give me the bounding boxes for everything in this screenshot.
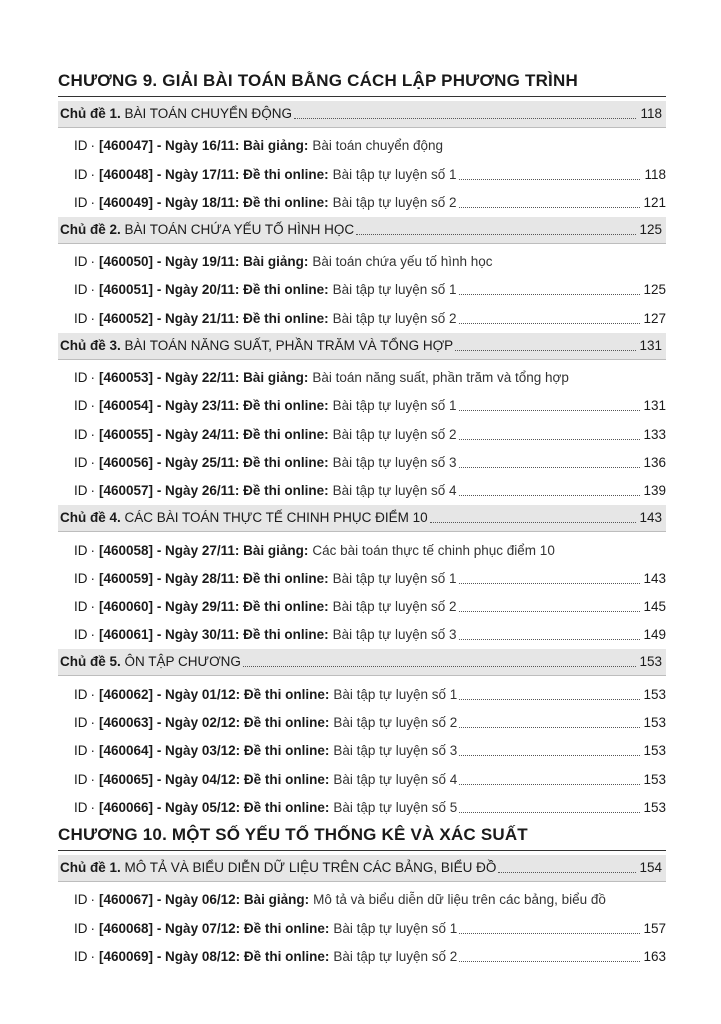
separator-dot: ·: [90, 194, 95, 210]
lesson-code: [460053]: [99, 370, 154, 386]
lesson-row[interactable]: [58, 882, 666, 910]
lesson-description: Bài tập tự luyện số 3: [332, 627, 457, 643]
separator-dot: ·: [90, 686, 95, 702]
separator-dot: ·: [90, 542, 95, 558]
lesson-date: - Ngày 28/11:: [156, 570, 240, 586]
lesson-code: [460048]: [99, 166, 154, 182]
lesson-row[interactable]: [58, 416, 666, 444]
lesson-id-prefix: ID: [74, 194, 88, 210]
lesson-date: - Ngày 05/12:: [156, 799, 241, 815]
lesson-description: Bài toán năng suất, phần trăm và tổng hợp: [312, 370, 569, 386]
topic-title: BÀI TOÁN NĂNG SUẤT, PHẦN TRĂM VÀ TỔNG HỢP: [124, 337, 454, 353]
lesson-description: Bài tập tự luyện số 3: [332, 454, 457, 470]
dot-leader: [459, 467, 641, 468]
lesson-code: [460066]: [99, 799, 154, 815]
dot-leader: [459, 495, 641, 496]
lesson-type: Đề thi online:: [243, 310, 329, 326]
topic-label: Chủ đề 1.: [60, 859, 121, 875]
lesson-id-prefix: ID: [74, 599, 88, 615]
lesson-date: - Ngày 20/11:: [156, 282, 240, 298]
lesson-row[interactable]: [58, 185, 666, 213]
lesson-code: [460062]: [99, 686, 154, 702]
lesson-row[interactable]: [58, 790, 666, 818]
lesson-description: Bài toán chuyển động: [312, 138, 443, 154]
lesson-date: - Ngày 24/11:: [156, 426, 240, 442]
topic-row[interactable]: [58, 649, 666, 676]
separator-dot: ·: [90, 799, 95, 815]
lesson-type: Đề thi online:: [243, 570, 329, 586]
lesson-row[interactable]: [58, 156, 666, 184]
lesson-date: - Ngày 01/12:: [156, 686, 241, 702]
separator-dot: ·: [90, 426, 95, 442]
lesson-code: [460057]: [99, 483, 154, 499]
dot-leader: [459, 294, 641, 295]
lesson-date: - Ngày 04/12:: [156, 771, 241, 787]
lesson-id-prefix: ID: [74, 282, 88, 298]
lesson-row[interactable]: [58, 705, 666, 733]
lesson-row[interactable]: [58, 761, 666, 789]
lesson-description: Bài tập tự luyện số 1: [332, 398, 457, 414]
lesson-type: Đề thi online:: [243, 799, 330, 815]
lesson-type: Đề thi online:: [243, 743, 330, 759]
topic-label: Chủ đề 4.: [60, 510, 121, 526]
page-number: 163: [643, 948, 666, 964]
dot-leader: [294, 118, 636, 119]
dot-leader: [459, 611, 641, 612]
lesson-row[interactable]: [58, 676, 666, 704]
separator-dot: ·: [90, 715, 95, 731]
lesson-type: Đề thi online:: [243, 771, 330, 787]
lesson-id-prefix: ID: [74, 454, 88, 470]
lesson-id-prefix: ID: [74, 370, 88, 386]
lesson-id-prefix: ID: [74, 138, 88, 154]
lesson-id-prefix: ID: [74, 920, 88, 936]
lesson-description: Bài tập tự luyện số 4: [333, 771, 458, 787]
lesson-description: Bài tập tự luyện số 2: [332, 310, 457, 326]
lesson-id-prefix: ID: [74, 715, 88, 731]
lesson-description: Bài tập tự luyện số 4: [332, 483, 457, 499]
lesson-code: [460047]: [99, 138, 154, 154]
lesson-type: Bài giảng:: [243, 254, 309, 270]
lesson-row[interactable]: [58, 532, 666, 560]
lesson-date: - Ngày 03/12:: [156, 743, 241, 759]
dot-leader: [459, 179, 641, 180]
page-number: 143: [643, 570, 666, 586]
lesson-description: Bài tập tự luyện số 2: [332, 194, 457, 210]
separator-dot: ·: [90, 398, 95, 414]
lesson-description: Bài tập tự luyện số 1: [333, 920, 458, 936]
page-number: 139: [643, 483, 666, 499]
lesson-type: Bài giảng:: [243, 542, 309, 558]
page-number: 153: [643, 799, 666, 815]
lesson-row[interactable]: [58, 589, 666, 617]
topic-title: CÁC BÀI TOÁN THỰC TẾ CHINH PHỤC ĐIỂM 10: [124, 510, 428, 526]
lesson-code: [460068]: [99, 920, 154, 936]
lesson-row[interactable]: [58, 561, 666, 589]
lesson-code: [460065]: [99, 771, 154, 787]
topic-row[interactable]: [58, 333, 666, 360]
dot-leader: [430, 522, 636, 523]
lesson-date: - Ngày 16/11:: [156, 138, 240, 154]
dot-leader: [459, 639, 641, 640]
lesson-date: - Ngày 02/12:: [156, 715, 241, 731]
lesson-description: Mô tả và biểu diễn dữ liệu trên các bảng, biểu đồ: [313, 892, 606, 908]
lesson-description: Bài tập tự luyện số 1: [333, 686, 458, 702]
dot-leader: [459, 812, 640, 813]
separator-dot: ·: [90, 599, 95, 615]
lesson-id-prefix: ID: [74, 254, 88, 270]
dot-leader: [459, 410, 641, 411]
lesson-row[interactable]: [58, 910, 666, 938]
lesson-id-prefix: ID: [74, 686, 88, 702]
lesson-date: - Ngày 23/11:: [156, 398, 240, 414]
lesson-type: Đề thi online:: [243, 398, 329, 414]
lesson-type: Đề thi online:: [243, 483, 329, 499]
lesson-code: [460063]: [99, 715, 154, 731]
lesson-type: Đề thi online:: [243, 426, 329, 442]
lesson-id-prefix: ID: [74, 743, 88, 759]
lesson-id-prefix: ID: [74, 570, 88, 586]
table-of-contents: [58, 70, 666, 967]
page-number: 153: [643, 771, 666, 787]
topic-label: Chủ đề 5.: [60, 654, 121, 670]
dot-leader: [459, 755, 640, 756]
chapter-heading: CHƯƠNG 10. MỘT SỐ YẾU TỐ THỐNG KÊ VÀ XÁC SUẤT: [58, 824, 666, 851]
lesson-type: Đề thi online:: [243, 920, 330, 936]
lesson-row[interactable]: [58, 300, 666, 328]
lesson-type: Bài giảng:: [243, 138, 309, 154]
page-number: 118: [644, 166, 666, 182]
lesson-row[interactable]: [58, 617, 666, 645]
lesson-type: Đề thi online:: [243, 686, 330, 702]
separator-dot: ·: [90, 370, 95, 386]
lesson-code: [460067]: [99, 892, 154, 908]
lesson-description: Bài tập tự luyện số 2: [332, 599, 457, 615]
separator-dot: ·: [90, 920, 95, 936]
separator-dot: ·: [90, 627, 95, 643]
lesson-code: [460060]: [99, 599, 154, 615]
lesson-date: - Ngày 17/11:: [156, 166, 240, 182]
page-number: 153: [639, 654, 662, 670]
lesson-id-prefix: ID: [74, 948, 88, 964]
lesson-type: Bài giảng:: [243, 892, 310, 908]
page-number: 133: [643, 426, 666, 442]
lesson-description: Bài tập tự luyện số 5: [333, 799, 458, 815]
separator-dot: ·: [90, 948, 95, 964]
separator-dot: ·: [90, 254, 95, 270]
lesson-date: - Ngày 06/12:: [156, 892, 241, 908]
topic-row[interactable]: [58, 101, 666, 128]
topic-label: Chủ đề 1.: [60, 106, 121, 121]
lesson-type: Đề thi online:: [243, 948, 330, 964]
lesson-id-prefix: ID: [74, 542, 88, 558]
lesson-type: Bài giảng:: [243, 370, 309, 386]
lesson-code: [460058]: [99, 542, 154, 558]
topic-row[interactable]: [58, 505, 666, 532]
dot-leader: [459, 207, 641, 208]
page-number: 154: [639, 859, 662, 875]
lesson-date: - Ngày 26/11:: [156, 483, 240, 499]
lesson-date: - Ngày 27/11:: [156, 542, 240, 558]
lesson-code: [460051]: [99, 282, 154, 298]
topic-title: BÀI TOÁN CHUYỂN ĐỘNG: [124, 106, 293, 121]
lesson-code: [460050]: [99, 254, 154, 270]
lesson-type: Đề thi online:: [243, 715, 330, 731]
dot-leader: [459, 961, 640, 962]
lesson-row[interactable]: [58, 244, 666, 272]
topic-row[interactable]: [58, 855, 666, 882]
lesson-description: Bài tập tự luyện số 3: [333, 743, 458, 759]
lesson-code: [460061]: [99, 627, 154, 643]
page-number: 153: [643, 715, 666, 731]
dot-leader: [459, 699, 640, 700]
lesson-code: [460059]: [99, 570, 154, 586]
dot-leader: [459, 439, 641, 440]
lesson-date: - Ngày 22/11:: [156, 370, 240, 386]
lesson-description: Bài tập tự luyện số 1: [332, 570, 457, 586]
separator-dot: ·: [90, 892, 95, 908]
topic-label: Chủ đề 3.: [60, 337, 121, 353]
lesson-id-prefix: ID: [74, 166, 88, 182]
lesson-id-prefix: ID: [74, 892, 88, 908]
separator-dot: ·: [90, 771, 95, 787]
page-number: 121: [643, 194, 666, 210]
lesson-date: - Ngày 30/11:: [156, 627, 240, 643]
page-number: 149: [643, 627, 666, 643]
lesson-description: Bài tập tự luyện số 2: [333, 948, 458, 964]
lesson-row[interactable]: [58, 939, 666, 967]
page-number: 153: [643, 686, 666, 702]
page-number: 131: [639, 337, 662, 353]
lesson-date: - Ngày 18/11:: [156, 194, 240, 210]
separator-dot: ·: [90, 454, 95, 470]
page-number: 131: [643, 398, 666, 414]
dot-leader: [498, 872, 636, 873]
lesson-row[interactable]: [58, 733, 666, 761]
lesson-id-prefix: ID: [74, 771, 88, 787]
lesson-type: Đề thi online:: [243, 599, 329, 615]
lesson-type: Đề thi online:: [243, 282, 329, 298]
lesson-code: [460064]: [99, 743, 154, 759]
lesson-id-prefix: ID: [74, 627, 88, 643]
page-number: 136: [643, 454, 666, 470]
lesson-description: Bài toán chứa yếu tố hình học: [312, 254, 493, 270]
separator-dot: ·: [90, 282, 95, 298]
lesson-description: Bài tập tự luyện số 2: [332, 426, 457, 442]
separator-dot: ·: [90, 483, 95, 499]
lesson-type: Đề thi online:: [243, 194, 329, 210]
page-number: 157: [643, 920, 666, 936]
lesson-type: Đề thi online:: [243, 454, 329, 470]
lesson-date: - Ngày 29/11:: [156, 599, 240, 615]
lesson-row[interactable]: [58, 473, 666, 501]
lesson-code: [460069]: [99, 948, 154, 964]
dot-leader: [243, 666, 636, 667]
separator-dot: ·: [90, 310, 95, 326]
topic-label: Chủ đề 2.: [60, 221, 121, 237]
topic-title: MÔ TẢ VÀ BIỂU DIỄN DỮ LIỆU TRÊN CÁC BẢNG, BIỂU ĐỒ: [124, 859, 497, 875]
page-number: 127: [643, 310, 666, 326]
lesson-description: Các bài toán thực tế chinh phục điểm 10: [312, 542, 555, 558]
dot-leader: [459, 727, 640, 728]
lesson-description: Bài tập tự luyện số 1: [332, 166, 457, 182]
lesson-row[interactable]: [58, 360, 666, 388]
lesson-code: [460056]: [99, 454, 154, 470]
lesson-row[interactable]: [58, 445, 666, 473]
dot-leader: [455, 350, 636, 351]
lesson-type: Đề thi online:: [243, 627, 329, 643]
topic-row[interactable]: [58, 217, 666, 244]
page-number: 118: [640, 106, 662, 121]
lesson-id-prefix: ID: [74, 483, 88, 499]
lesson-date: - Ngày 21/11:: [156, 310, 240, 326]
separator-dot: ·: [90, 743, 95, 759]
lesson-id-prefix: ID: [74, 426, 88, 442]
dot-leader: [459, 323, 641, 324]
page-number: 153: [643, 743, 666, 759]
lesson-code: [460052]: [99, 310, 154, 326]
lesson-code: [460055]: [99, 426, 154, 442]
lesson-id-prefix: ID: [74, 310, 88, 326]
page-number: 143: [639, 510, 662, 526]
chapter-heading: CHƯƠNG 9. GIẢI BÀI TOÁN BẰNG CÁCH LẬP PHƯƠNG TRÌNH: [58, 70, 666, 97]
lesson-date: - Ngày 07/12:: [156, 920, 241, 936]
separator-dot: ·: [90, 570, 95, 586]
lesson-code: [460049]: [99, 194, 154, 210]
page-number: 145: [643, 599, 666, 615]
lesson-id-prefix: ID: [74, 398, 88, 414]
lesson-code: [460054]: [99, 398, 154, 414]
lesson-row[interactable]: [58, 388, 666, 416]
dot-leader: [459, 583, 641, 584]
lesson-date: - Ngày 19/11:: [156, 254, 240, 270]
page-number: 125: [639, 221, 662, 237]
lesson-id-prefix: ID: [74, 799, 88, 815]
lesson-description: Bài tập tự luyện số 2: [333, 715, 458, 731]
separator-dot: ·: [90, 138, 95, 154]
lesson-row[interactable]: [58, 128, 666, 156]
lesson-description: Bài tập tự luyện số 1: [332, 282, 457, 298]
topic-title: ÔN TẬP CHƯƠNG: [124, 654, 241, 670]
separator-dot: ·: [90, 166, 95, 182]
lesson-date: - Ngày 08/12:: [156, 948, 241, 964]
topic-title: BÀI TOÁN CHỨA YẾU TỐ HÌNH HỌC: [124, 221, 355, 237]
dot-leader: [459, 784, 640, 785]
page-number: 125: [643, 282, 666, 298]
lesson-type: Đề thi online:: [243, 166, 329, 182]
lesson-row[interactable]: [58, 272, 666, 300]
lesson-date: - Ngày 25/11:: [156, 454, 240, 470]
dot-leader: [356, 234, 636, 235]
dot-leader: [459, 933, 640, 934]
